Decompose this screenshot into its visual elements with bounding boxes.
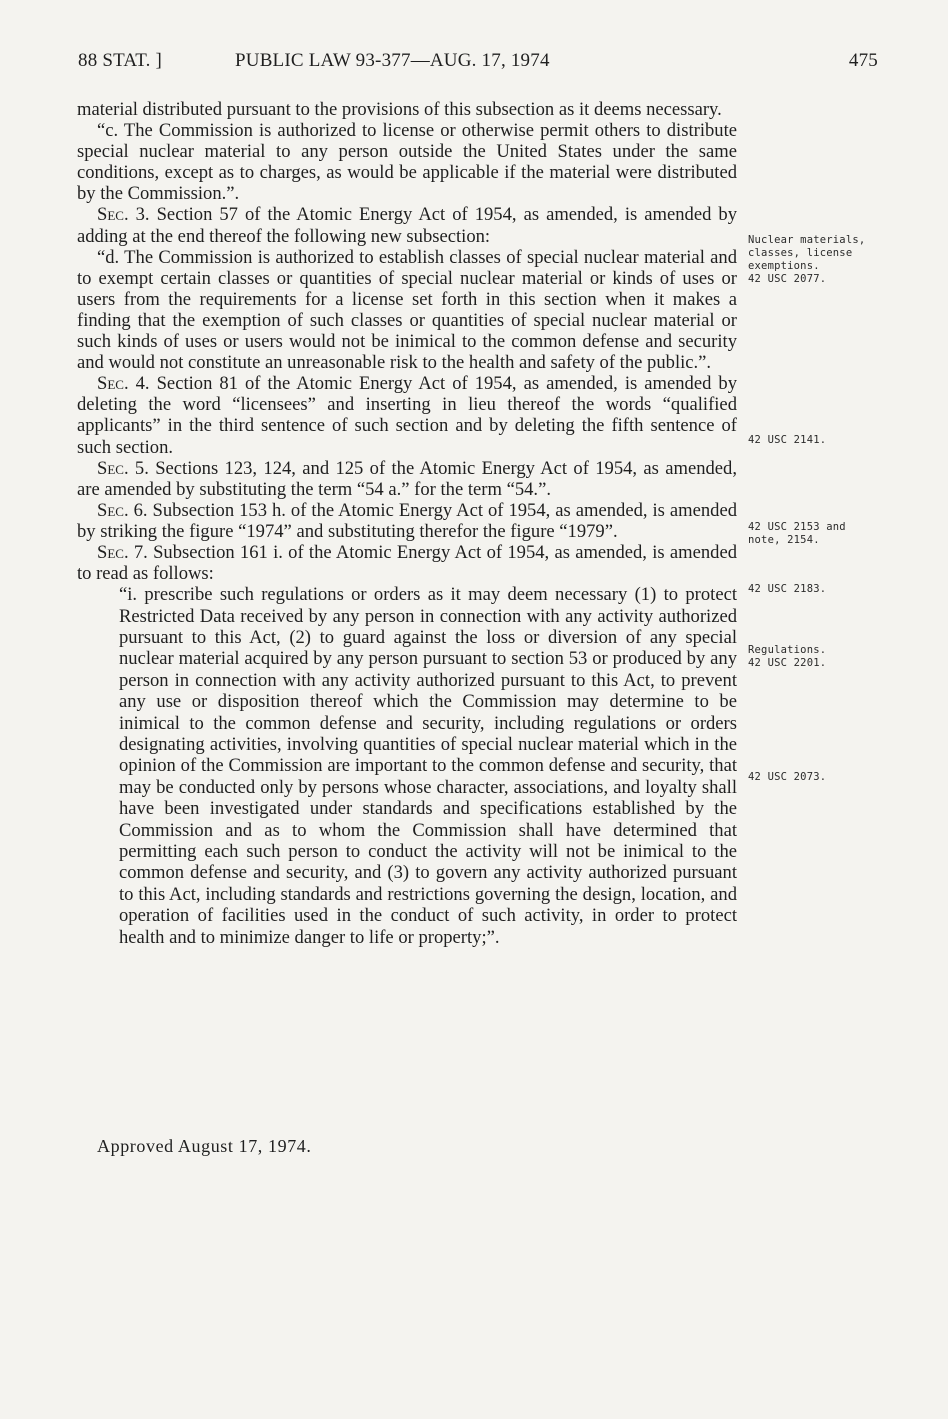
- law-title: PUBLIC LAW 93-377—AUG. 17, 1974: [235, 50, 550, 71]
- margin-note-2153: 42 USC 2153 and note, 2154.: [748, 521, 846, 546]
- section-5: [77, 458, 737, 500]
- paragraph-continuation: material distributed pursuant to the provisions of this subsection as it deems necessary.: [77, 99, 722, 120]
- section-label: Sec. 3.: [97, 204, 150, 226]
- margin-note-nuclear-materials: [748, 234, 868, 286]
- margin-note-2141: 42 USC 2141.: [748, 434, 827, 446]
- section-4: [77, 373, 737, 457]
- margin-note-citation: 42 USC 2077.: [748, 273, 827, 285]
- margin-note-citation: 42 USC 2201.: [748, 657, 827, 669]
- section-text: Section 57 of the Atomic Energy Act of 1954, as amended, is amended by adding at the end thereof the following new subsection:: [77, 204, 737, 247]
- section-text: Subsection 161 i. of the Atomic Energy Act of 1954, as amended, is amended to read as follows:: [77, 541, 737, 585]
- section-text: Sections 123, 124, and 125 of the Atomic Energy Act of 1954, as amended, are amended by substituting the term “54 a.” for the term “54.”.: [77, 457, 737, 500]
- quoted-subsection-i: “i. prescribe such regulations or orders as it may deem necessary (1) to protect Restricted Data received by any person in connection with any activity authorized pursuant to this Act, (2) to guard against the loss or diversion of any special nuclear material acquired by any person pursuant to section 53 or produced by any person in connection with any activity authorized pursuant to this Act, to prevent any use or disposition thereof which the Commission may determine to be inimical to the common defense and security, including regulations or orders designating activities, involving quantities of special nuclear material which in the opinion of the Commission are important to the common defense and security, that may be conducted only by persons whose character, associations, and loyalty shall have been investigated under standards and specifications established by the Commission and as to whom the Commission shall have determined that permitting each such person to conduct the activity will not be inimical to the common defense and security, and (3) to govern any activity authorized pursuant to this Act, including standards and restrictions governing the design, location, and operation of facilities used in the conduct of such activity, in order to protect health and to minimize danger to life or property;”.: [119, 584, 737, 948]
- page-header: [78, 50, 878, 80]
- section-3: [77, 204, 737, 246]
- approval-date: Approved August 17, 1974.: [97, 1136, 312, 1156]
- margin-note-text: Nuclear materials, classes, license exemptions.: [748, 234, 866, 272]
- margin-note-regulations: [748, 644, 868, 670]
- section-label: Sec. 7.: [97, 541, 148, 563]
- section-label: Sec. 6.: [97, 499, 148, 521]
- paragraph-subsection-d: “d. The Commission is authorized to establish classes of special nuclear material and to exempt certain classes or quantities of special nuclear material or kinds of uses or users from the requirements for a license set forth in this section when it makes a finding that the exemption of such classes or quantities of special nuclear material or such kinds of uses or users would not be inimical to the common defense and security and would not constitute an unreasonable risk to the health and safety of the public.”.: [77, 246, 737, 374]
- paragraph-subsection-c: “c. The Commission is authorized to license or otherwise permit others to distribute special nuclear material to any person outside the United States under the same conditions, except as to charges, as would be applicable if the material were distributed by the Commission.”.: [77, 120, 737, 205]
- page-number: 475: [848, 50, 878, 71]
- section-6: [77, 500, 737, 542]
- statute-reference: 88 STAT. ]: [78, 50, 163, 71]
- section-text: Section 81 of the Atomic Energy Act of 1954, as amended, is amended by deleting the word “licensees” and inserting in lieu thereof the words “qualified applicants” in the third sentence of such section and by deleting the fifth sentence of such section.: [77, 373, 737, 458]
- section-7: [77, 542, 737, 584]
- section-label: Sec. 5.: [97, 457, 149, 479]
- body-text: [77, 99, 737, 948]
- margin-note-2073: 42 USC 2073.: [748, 771, 827, 783]
- section-text: Subsection 153 h. of the Atomic Energy Act of 1954, as amended, is amended by striking the figure “1974” and substituting therefor the figure “1979”.: [77, 499, 738, 542]
- margin-note-2183: 42 USC 2183.: [748, 583, 827, 595]
- margin-note-text: Regulations.: [748, 644, 827, 656]
- section-label: Sec. 4.: [97, 373, 150, 395]
